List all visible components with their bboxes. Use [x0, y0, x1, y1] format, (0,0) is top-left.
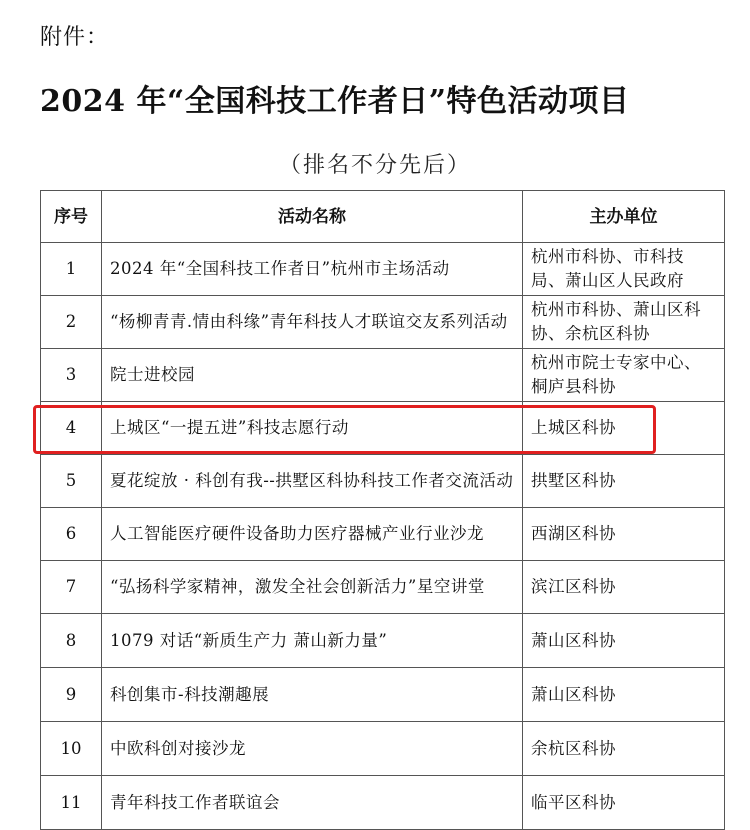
table-row [41, 561, 725, 614]
table-row [41, 455, 725, 508]
activity-name: 青年科技工作者联谊会 [102, 776, 523, 830]
column-header-activity: 活动名称 [102, 191, 523, 243]
row-number: 6 [41, 508, 102, 561]
document-subtitle: （排名不分先后） [278, 153, 471, 178]
organizer: 临平区科协 [523, 776, 725, 830]
activity-name: 上城区“一提五进”科技志愿行动 [102, 402, 523, 455]
organizer: 拱墅区科协 [523, 455, 725, 508]
row-number: 4 [41, 402, 102, 455]
activity-name: 1079 对话“新质生产力 萧山新力量” [102, 614, 523, 668]
table-row [41, 614, 725, 668]
activity-table [40, 190, 725, 830]
table-header-row [41, 191, 725, 243]
row-number: 10 [41, 722, 102, 776]
organizer: 萧山区科协 [523, 614, 725, 668]
row-number: 5 [41, 455, 102, 508]
table-row [41, 243, 725, 296]
row-number: 1 [41, 243, 102, 296]
organizer: 杭州市科协、萧山区科协、余杭区科协 [523, 296, 725, 349]
table-row [41, 722, 725, 776]
activity-name: 人工智能医疗硬件设备助力医疗器械产业行业沙龙 [102, 508, 523, 561]
attachment-label: 附件： [40, 25, 110, 50]
table-row [41, 776, 725, 830]
row-number: 2 [41, 296, 102, 349]
organizer: 西湖区科协 [523, 508, 725, 561]
table-row-highlighted [41, 402, 725, 455]
table-row [41, 508, 725, 561]
column-header-number: 序号 [41, 191, 102, 243]
organizer: 滨江区科协 [523, 561, 725, 614]
row-number: 11 [41, 776, 102, 830]
column-header-organizer: 主办单位 [523, 191, 725, 243]
activity-name: “弘扬科学家精神，激发全社会创新活力”星空讲堂 [102, 561, 523, 614]
row-number: 8 [41, 614, 102, 668]
activity-name: “杨柳青青.情由科缘”青年科技人才联谊交友系列活动 [102, 296, 523, 349]
organizer: 上城区科协 [523, 402, 725, 455]
organizer: 杭州市院士专家中心、桐庐县科协 [523, 349, 725, 402]
activity-name: 院士进校园 [102, 349, 523, 402]
row-number: 7 [41, 561, 102, 614]
table-row [41, 296, 725, 349]
row-number: 9 [41, 668, 102, 722]
row-number: 3 [41, 349, 102, 402]
organizer: 杭州市科协、市科技局、萧山区人民政府 [523, 243, 725, 296]
activity-name: 2024 年“全国科技工作者日”杭州市主场活动 [102, 243, 523, 296]
activity-name: 夏花绽放 · 科创有我--拱墅区科协科技工作者交流活动 [102, 455, 523, 508]
organizer: 余杭区科协 [523, 722, 725, 776]
table-row [41, 668, 725, 722]
organizer: 萧山区科协 [523, 668, 725, 722]
document-title: 2024 年“全国科技工作者日”特色活动项目 [40, 84, 630, 119]
activity-name: 科创集市-科技潮趣展 [102, 668, 523, 722]
activity-name: 中欧科创对接沙龙 [102, 722, 523, 776]
table-row [41, 349, 725, 402]
